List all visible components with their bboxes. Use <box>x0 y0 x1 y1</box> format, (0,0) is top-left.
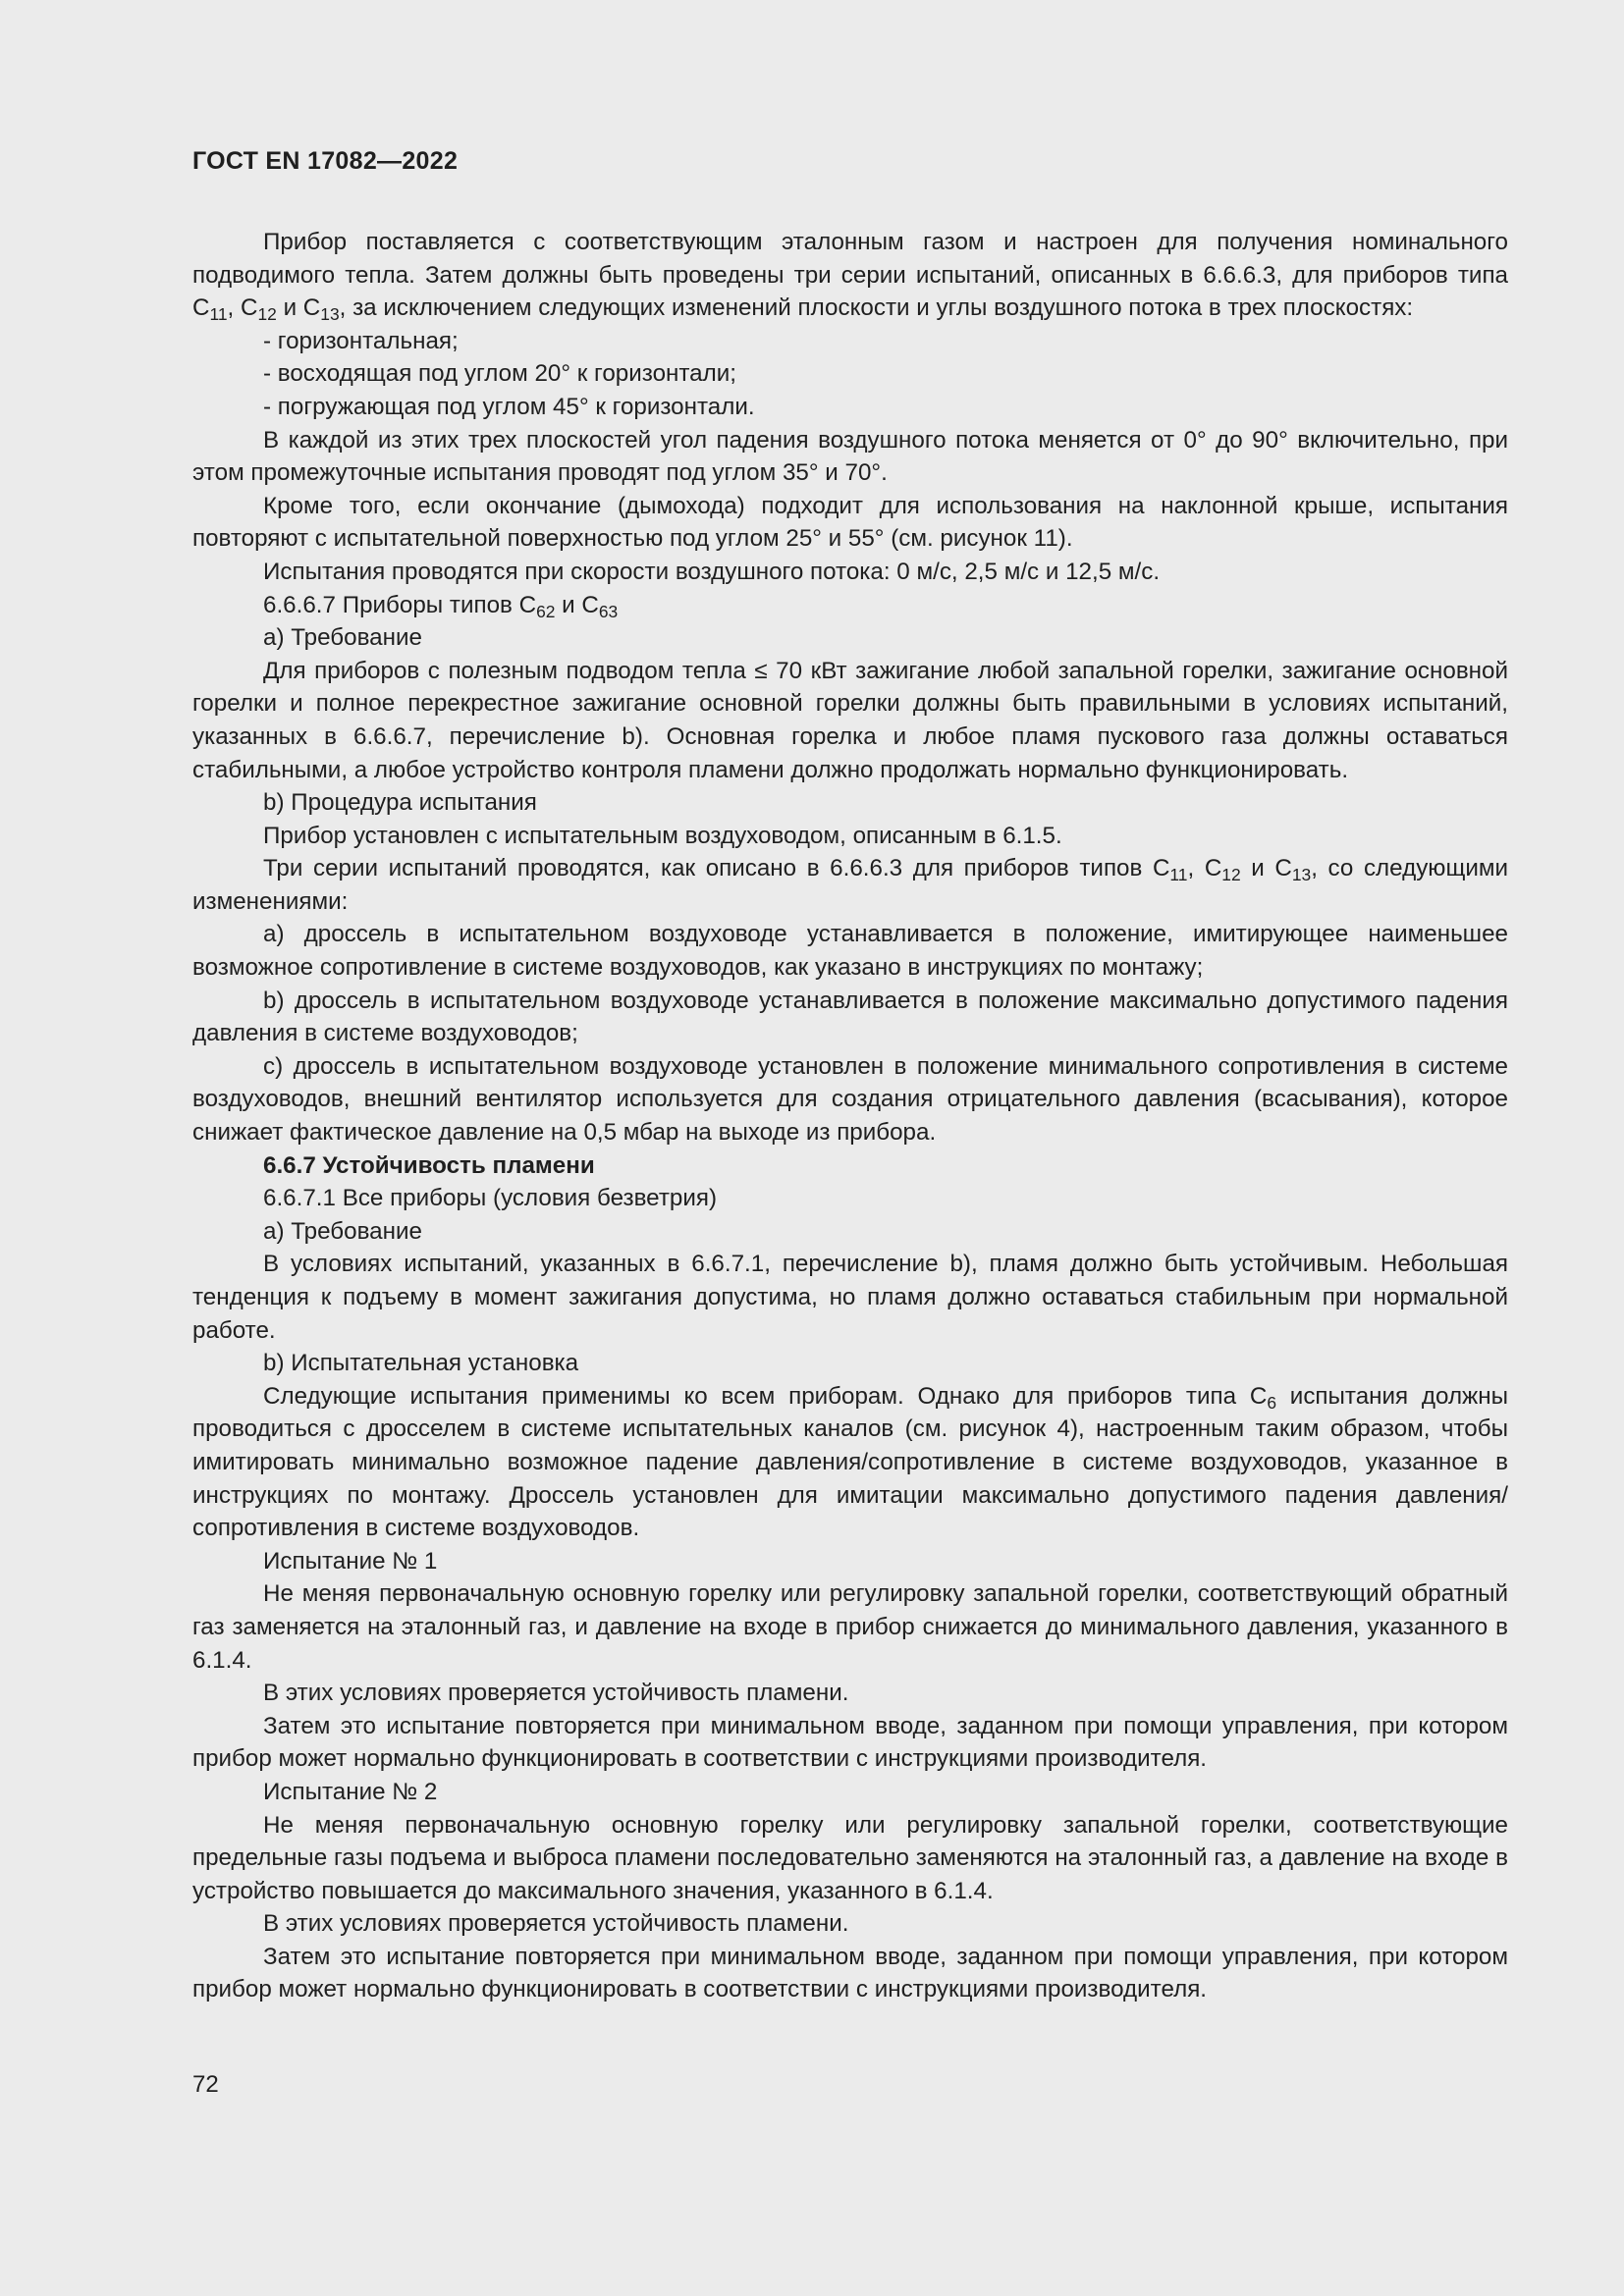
subheading-requirement: a) Требование <box>263 1217 422 1245</box>
paragraph: Испытания проводятся при скорости воздушного потока: 0 м/с, 2,5 м/с и 12,5 м/с. <box>263 558 1161 585</box>
paragraph: Затем это испытание повторяется при минимальном вводе, заданном при помощи управления, при котором прибор может нормально функционировать в соответствии с инструкциями производителя. <box>192 1943 1508 2003</box>
subheading-setup: b) Испытательная установка <box>263 1350 579 1377</box>
paragraph: Прибор поставляется с соответствующим эталонным газом и настроен для получения номинального подводимого тепла. Затем должны быть проведены три серии испытаний, описанных в 6.6.6.3, для приборов типа $C_{11}$, $C_{12}$ и $C_{13}$, за исключением следующих изменений плоскости и углы воздушного потока в трех плоскостях: <box>192 229 1508 325</box>
document-body <box>192 226 1508 2006</box>
section-heading-667: 6.6.7 Устойчивость пламени <box>263 1151 595 1179</box>
list-item: - горизонтальная; <box>263 327 459 354</box>
paragraph: b) дроссель в испытательном воздуховоде устанавливается в положение максимально допустимого падения давления в системе воздуховодов; <box>192 987 1508 1047</box>
subheading-procedure: b) Процедура испытания <box>263 789 537 817</box>
paragraph: В условиях испытаний, указанных в 6.6.7.1, перечисление b), пламя должно быть устойчивым. Небольшая тенденция к подъему в момент зажигания допустима, но пламя должно оставаться стабильным при нормальной работе. <box>192 1251 1508 1344</box>
paragraph: Для приборов с полезным подводом тепла ≤ 70 кВт зажигание любой запальной горелки, зажигание основной горелки и полное перекрестное зажигание основной горелки должны быть правильными в условиях испытаний, указанных в 6.6.6.7, перечисление b). Основная горелка и любое пламя пускового газа должны оставаться стабильными, а любое устройство контроля пламени должно продолжать нормально функционировать. <box>192 657 1508 783</box>
paragraph: Следующие испытания применимы ко всем приборам. Однако для приборов типа $C_6$ испытания должны проводиться с дросселем в системе испытательных каналов (см. рисунок 4), настроенным таким образом, чтобы имитировать минимально возможное падение давления/сопротивление в системе воздуховодов, указанное в инструкциях по монтажу. Дроссель установлен для имитации максимально допустимого падения давления/сопротивления в системе воздуховодов. <box>192 1382 1508 1542</box>
paragraph: Не меняя первоначальную основную горелку или регулировку запальной горелки, соответствующий обратный газ заменяется на эталонный газ, и давление на входе в прибор снижается до минимального давления, указанного в 6.1.4. <box>192 1580 1508 1674</box>
list-item: - погружающая под углом 45° к горизонтали. <box>263 393 755 420</box>
paragraph: Не меняя первоначальную основную горелку или регулировку запальной горелки, соответствующие предельные газы подъема и выброса пламени последовательно заменяются на эталонный газ, а давление на входе в устройство повышается до максимального значения, указанного в 6.1.4. <box>192 1811 1508 1904</box>
list-item: - восходящая под углом 20° к горизонтали; <box>263 360 736 388</box>
paragraph: В этих условиях проверяется устойчивость пламени. <box>263 1680 849 1707</box>
test-heading-2: Испытание № 2 <box>263 1778 438 1805</box>
test-heading-1: Испытание № 1 <box>263 1547 438 1575</box>
paragraph: Прибор установлен с испытательным воздуховодом, описанным в 6.1.5. <box>263 822 1062 849</box>
paragraph: В каждой из этих трех плоскостей угол падения воздушного потока меняется от 0° до 90° включительно, при этом промежуточные испытания проводят под углом 35° и 70°. <box>192 426 1508 487</box>
subheading-requirement: a) Требование <box>263 624 422 652</box>
paragraph: Три серии испытаний проводятся, как описано в 6.6.6.3 для приборов типов $C_{11}$, $C_{12}$ и $C_{13}$, со следующими изменениями: <box>192 855 1508 915</box>
paragraph: a) дроссель в испытательном воздуховоде устанавливается в положение, имитирующее наименьшее возможное сопротивление в системе воздуховодов, как указано в инструкциях по монтажу; <box>192 921 1508 982</box>
document-header: ГОСТ EN 17082—2022 <box>192 147 459 175</box>
paragraph: Затем это испытание повторяется при минимальном вводе, заданном при помощи управления, при котором прибор может нормально функционировать в соответствии с инструкциями производителя. <box>192 1712 1508 1773</box>
page-number: 72 <box>192 2071 219 2098</box>
section-heading-6667: 6.6.6.7 Приборы типов $C_{62}$ и $C_{63}$ <box>263 591 619 621</box>
paragraph: В этих условиях проверяется устойчивость пламени. <box>263 1910 849 1938</box>
paragraph: Кроме того, если окончание (дымохода) подходит для использования на наклонной крыше, испытания повторяют с испытательной поверхностью под углом 25° и 55° (см. рисунок 11). <box>192 492 1508 553</box>
section-heading-6671: 6.6.7.1 Все приборы (условия безветрия) <box>263 1185 718 1212</box>
paragraph: c) дроссель в испытательном воздуховоде установлен в положение минимального сопротивления в системе воздуховодов, внешний вентилятор используется для создания отрицательного давления (всасывания), которое снижает фактическое давление на 0,5 мбар на выходе из прибора. <box>192 1052 1508 1147</box>
